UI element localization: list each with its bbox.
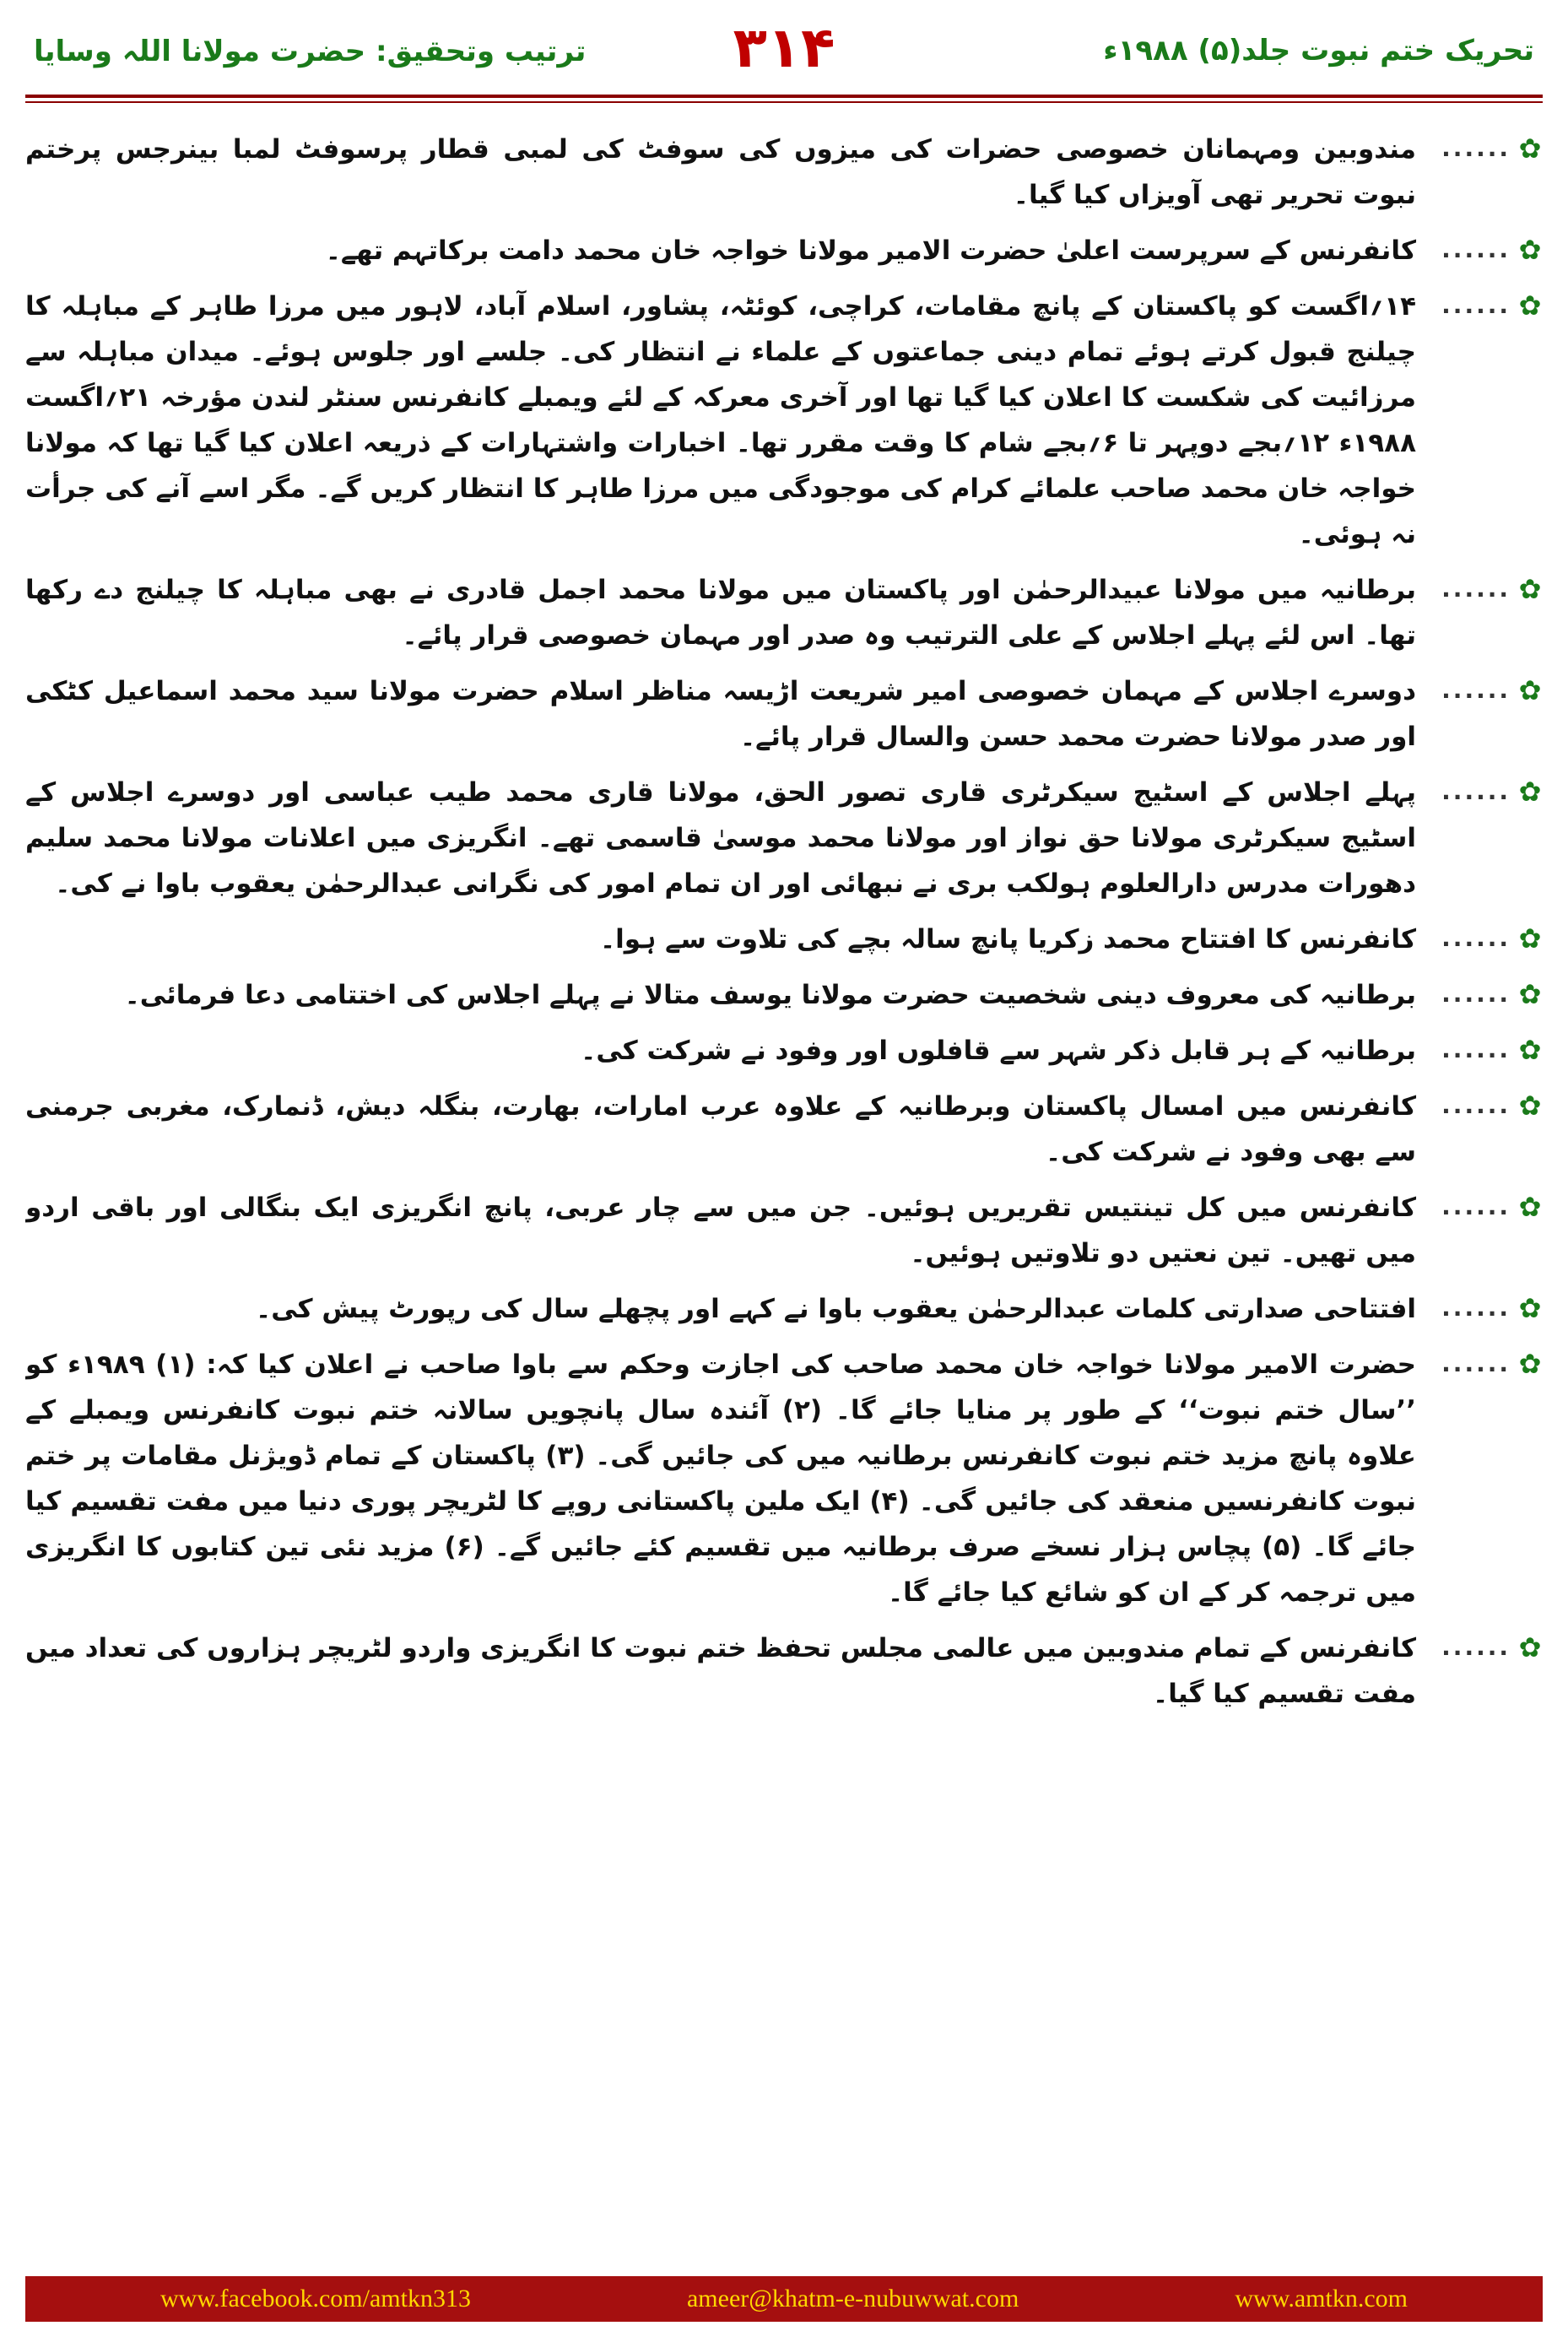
paragraph-text: برطانیہ کی معروف دینی شخصیت حضرت مولانا یوسف متالا نے پہلے اجلاس کی اختتامی دعا فرمائی۔ xyxy=(124,980,1416,1010)
bullet-dots: ...... xyxy=(1441,980,1511,1008)
paragraph-text: مندوبین ومہمانان خصوصی حضرات کی میزوں کی سوفٹ کی لمبی قطار پرسوفٹ لمبا بینرجس پرختم نبوت تحریر تھی آویزاں کیا گیا۔ xyxy=(25,134,1416,210)
bullet-dots: ...... xyxy=(1441,676,1511,704)
bullet-dots: ...... xyxy=(1441,235,1511,263)
star-bullet-icon: ✿ xyxy=(1518,1034,1542,1066)
bullet-marker xyxy=(1425,672,1543,709)
footer-email-link[interactable]: ameer@khatm-e-nubuwwat.com xyxy=(686,2285,1019,2312)
star-bullet-icon: ✿ xyxy=(1518,234,1542,266)
header-divider xyxy=(25,95,1543,98)
star-bullet-icon: ✿ xyxy=(1518,133,1542,165)
star-bullet-icon: ✿ xyxy=(1518,1631,1542,1663)
bullet-marker xyxy=(1425,231,1543,268)
bullet-marker xyxy=(1425,920,1543,957)
page-number: ۳۱۴ xyxy=(733,15,835,80)
bullet-dots: ...... xyxy=(1441,291,1511,319)
paragraph-text: کانفرنس میں کل تینتیس تقریریں ہوئیں۔ جن میں سے چار عربی، پانچ انگریزی ایک بنگالی اور باقی اردو میں تھیں۔ تین نعتیں دو تلاوتیں ہوئیں۔ xyxy=(25,1193,1416,1268)
bullet-marker xyxy=(1425,1629,1543,1666)
bullet-dots: ...... xyxy=(1441,575,1511,603)
bullet-paragraph xyxy=(25,127,1543,218)
bullet-paragraph xyxy=(25,1028,1543,1074)
bullet-marker xyxy=(1425,1087,1543,1124)
bullet-marker xyxy=(1425,130,1543,167)
bullet-paragraph xyxy=(25,1342,1543,1615)
bullet-paragraph xyxy=(25,668,1543,760)
paragraph-text: برطانیہ میں مولانا عبیدالرحمٰن اور پاکستان میں مولانا محمد اجمل قادری نے بھی مباہلہ کا چیلنج دے رکھا تھا۔ اس لئے پہلے اجلاس کے علی الترتیب وہ صدر اور مہمان خصوصی قرار پائے۔ xyxy=(25,575,1416,651)
star-bullet-icon: ✿ xyxy=(1518,978,1542,1010)
paragraph-text: دوسرے اجلاس کے مہمان خصوصی امیر شریعت اڑیسہ مناظر اسلام حضرت مولانا سید محمد اسماعیل کٹکی اور صدر مولانا حضرت محمد حسن والسال قرار پائے۔ xyxy=(25,676,1416,752)
bullet-marker xyxy=(1425,1188,1543,1225)
bullet-dots: ...... xyxy=(1441,1633,1511,1661)
article-body xyxy=(25,127,1543,2249)
bullet-dots: ...... xyxy=(1441,1349,1511,1377)
bullet-paragraph xyxy=(25,917,1543,962)
bullet-paragraph xyxy=(25,770,1543,906)
paragraph-text: ۱۴؍اگست کو پاکستان کے پانچ مقامات، کراچی، کوئٹہ، پشاور، اسلام آباد، لاہور میں مرزا طاہر کے مباہلہ کا چیلنج قبول کرتے ہوئے تمام دینی جماعتوں کے علماء نے انتظار کی۔ جلسے اور جلوس ہوئے۔ میدان مباہلہ سے مرزائیت کی شکست کا اعلان کیا گیا تھا اور آخری معرکہ کے لئے ویمبلے کانفرنس سنٹر لندن مؤرخہ ۲۱؍اگست ۱۹۸۸ء ۱۲؍بجے دوپہر تا ۶؍بجے شام کا وقت مقرر تھا۔ اخبارات واشتہارات کے ذریعہ اعلان کیا گیا تھا کہ مولانا خواجہ خان محمد صاحب علمائے کرام کی موجودگی میں مرزا طاہر کا انتظار کریں گے۔ مگر اسے آنے کی جرأت نہ ہوئی۔ xyxy=(25,291,1417,549)
star-bullet-icon: ✿ xyxy=(1518,776,1542,808)
paragraph-text: کانفرنس میں امسال پاکستان وبرطانیہ کے علاوہ عرب امارات، بھارت، بنگلہ دیش، ڈنمارک، مغربی جرمنی سے بھی وفود نے شرکت کی۔ xyxy=(25,1091,1416,1167)
bullet-dots: ...... xyxy=(1441,1193,1511,1220)
bullet-marker xyxy=(1425,1345,1543,1382)
star-bullet-icon: ✿ xyxy=(1518,922,1542,955)
page-header xyxy=(0,0,1568,93)
bullet-dots: ...... xyxy=(1441,134,1511,162)
star-bullet-icon: ✿ xyxy=(1518,289,1542,322)
bullet-paragraph xyxy=(25,1084,1543,1175)
bullet-paragraph xyxy=(25,567,1543,658)
bullet-marker xyxy=(1425,1031,1543,1068)
paragraph-text: حضرت الامیر مولانا خواجہ خان محمد صاحب کی اجازت وحکم سے باوا صاحب نے اعلان کیا کہ: (۱) ۱۹۸۹ء کو ’’سال ختم نبوت‘‘ کے طور پر منایا جائے گا۔ (۲) آئندہ سال پانچویں سالانہ ختم نبوت کانفرنس ویمبلے کے علاوہ پانچ مزید ختم نبوت کانفرنس برطانیہ میں کی جائیں گی۔ (۳) پاکستان کے تمام ڈویژنل مقامات پر ختم نبوت کانفرنسیں منعقد کی جائیں گی۔ (۴) ایک ملین پاکستانی روپے کا لٹریچر پوری دنیا میں مفت تقسیم کیا جائے گا۔ (۵) پچاس ہزار نسخے صرف برطانیہ میں تقسیم کئے جائیں گے۔ (۶) مزید نئی تین کتابوں کا انگریزی میں ترجمہ کر کے ان کو شائع کیا جائے گا۔ xyxy=(25,1349,1416,1608)
bullet-marker xyxy=(1425,1290,1543,1327)
bullet-dots: ...... xyxy=(1441,777,1511,805)
star-bullet-icon: ✿ xyxy=(1518,1191,1542,1223)
star-bullet-icon: ✿ xyxy=(1518,573,1542,605)
star-bullet-icon: ✿ xyxy=(1518,1090,1542,1122)
bullet-paragraph xyxy=(25,1185,1543,1276)
bullet-marker xyxy=(1425,976,1543,1013)
bullet-marker xyxy=(1425,773,1543,810)
footer-website-link[interactable]: www.amtkn.com xyxy=(1235,2285,1408,2312)
bullet-marker xyxy=(1425,571,1543,608)
paragraph-text: برطانیہ کے ہر قابل ذکر شہر سے قافلوں اور وفود نے شرکت کی۔ xyxy=(581,1036,1416,1066)
star-bullet-icon: ✿ xyxy=(1518,1292,1542,1324)
bullet-paragraph xyxy=(25,1625,1543,1717)
bullet-paragraph xyxy=(25,972,1543,1018)
bullet-paragraph xyxy=(25,1286,1543,1332)
paragraph-text: کانفرنس کے سرپرست اعلیٰ حضرت الامیر مولانا خواجہ خان محمد دامت برکاتہم تھے۔ xyxy=(325,235,1416,266)
bullet-dots: ...... xyxy=(1441,1294,1511,1322)
header-divider-thin xyxy=(25,101,1543,103)
page-footer xyxy=(25,2276,1543,2322)
book-title: تحریک ختم نبوت جلد(۵) ۱۹۸۸ء xyxy=(1103,34,1534,68)
footer-facebook-link[interactable]: www.facebook.com/amtkn313 xyxy=(160,2285,471,2312)
bullet-paragraph xyxy=(25,228,1543,273)
paragraph-text: پہلے اجلاس کے اسٹیج سیکرٹری قاری تصور الحق، مولانا قاری محمد طیب عباسی اور دوسرے اجلاس کے اسٹیج سیکرٹری مولانا حق نواز اور مولانا محمد موسیٰ قاسمی تھے۔ انگریزی میں اعلانات مولانا محمد سلیم دھورات مدرس دارالعلوم ہولکب بری نے نبھائی اور ان تمام امور کی نگرانی عبدالرحمٰن یعقوب باوا نے کی۔ xyxy=(25,777,1416,899)
star-bullet-icon: ✿ xyxy=(1518,674,1542,706)
bullet-dots: ...... xyxy=(1441,924,1511,952)
paragraph-text: افتتاحی صدارتی کلمات عبدالرحمٰن یعقوب باوا نے کہے اور پچھلے سال کی رپورٹ پیش کی۔ xyxy=(256,1294,1416,1324)
compiler-title: ترتیب وتحقیق: حضرت مولانا اللہ وسایا xyxy=(34,35,587,68)
paragraph-text: کانفرنس کے تمام مندوبین میں عالمی مجلس تحفظ ختم نبوت کا انگریزی واردو لٹریچر ہزاروں کی تعداد میں مفت تقسیم کیا گیا۔ xyxy=(25,1633,1416,1709)
paragraph-text: کانفرنس کا افتتاح محمد زکریا پانچ سالہ بچے کی تلاوت سے ہوا۔ xyxy=(600,924,1416,955)
bullet-dots: ...... xyxy=(1441,1091,1511,1119)
bullet-paragraph xyxy=(25,284,1543,557)
bullet-marker xyxy=(1425,287,1543,324)
star-bullet-icon: ✿ xyxy=(1518,1348,1542,1380)
bullet-dots: ...... xyxy=(1441,1036,1511,1063)
